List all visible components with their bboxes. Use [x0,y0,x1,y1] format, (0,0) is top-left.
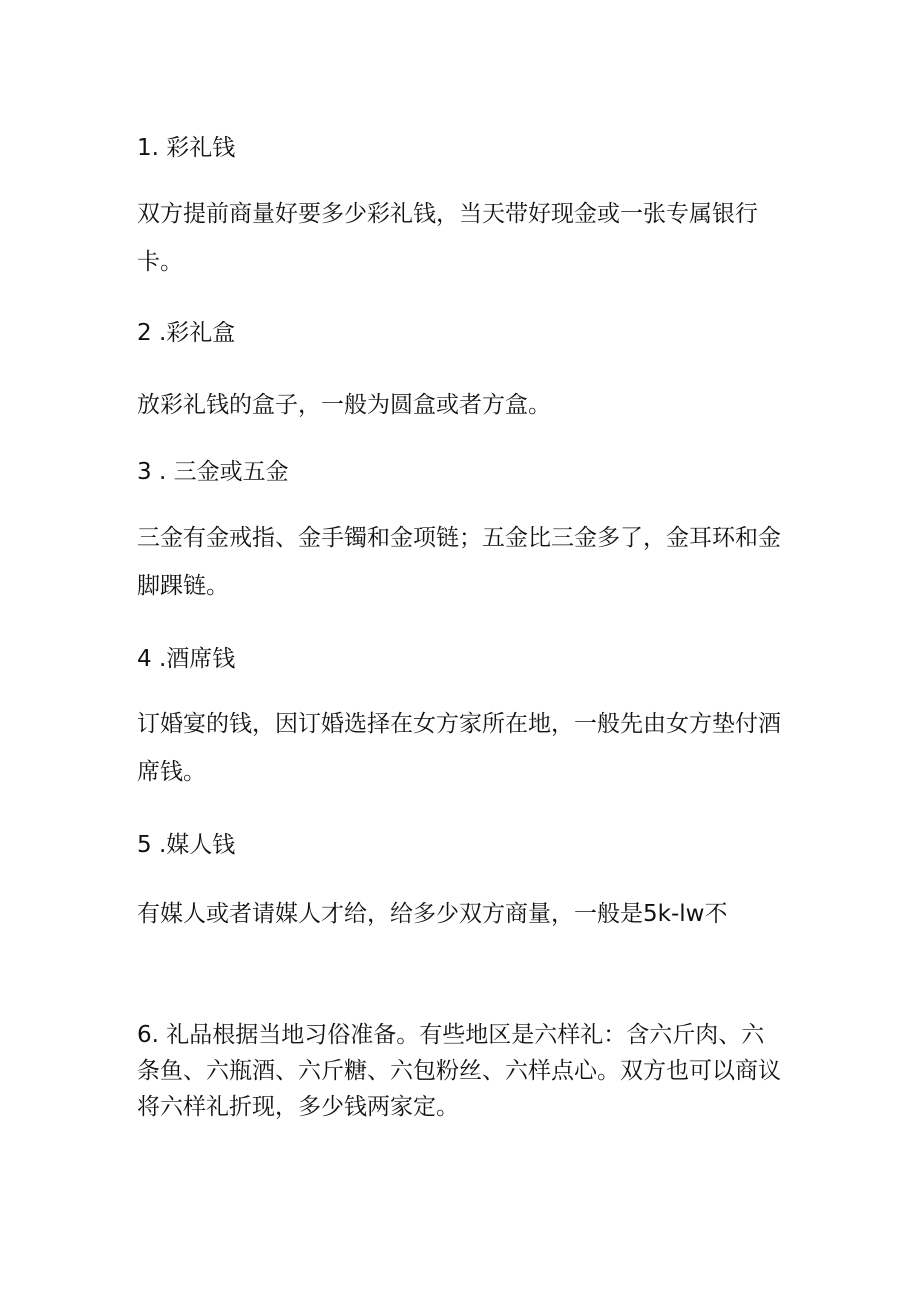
section-5-heading: 5 .媒人钱 [137,832,236,858]
section-3-heading: 3 . 三金或五金 [137,459,289,485]
section-4-heading: 4 .酒席钱 [137,646,236,672]
section-2-heading: 2 .彩礼盒 [137,320,236,346]
section-3-body: 三金有金戒指、金手镯和金项链；五金比三金多了，金耳环和金脚踝链。 [137,525,781,599]
section-5-body: 有媒人或者请媒人才给，给多少双方商量，一般是5k-lw不 [137,901,728,927]
section-4-body: 订婚宴的钱，因订婚选择在女方家所在地，一般先由女方垫付酒席钱。 [137,711,781,785]
section-1-heading: 1. 彩礼钱 [137,135,236,161]
section-2-body: 放彩礼钱的盒子，一般为圆盒或者方盒。 [137,392,551,418]
section-1-body: 双方提前商量好要多少彩礼钱，当天带好现金或一张专属银行卡。 [137,201,758,275]
section-6-paragraph: 6. 礼品根据当地习俗准备。有些地区是六样礼：含六斤肉、六条鱼、六瓶酒、六斤糖、六包粉丝、六样点心。双方也可以商议将六样礼折现，多少钱两家定。 [137,1022,781,1120]
